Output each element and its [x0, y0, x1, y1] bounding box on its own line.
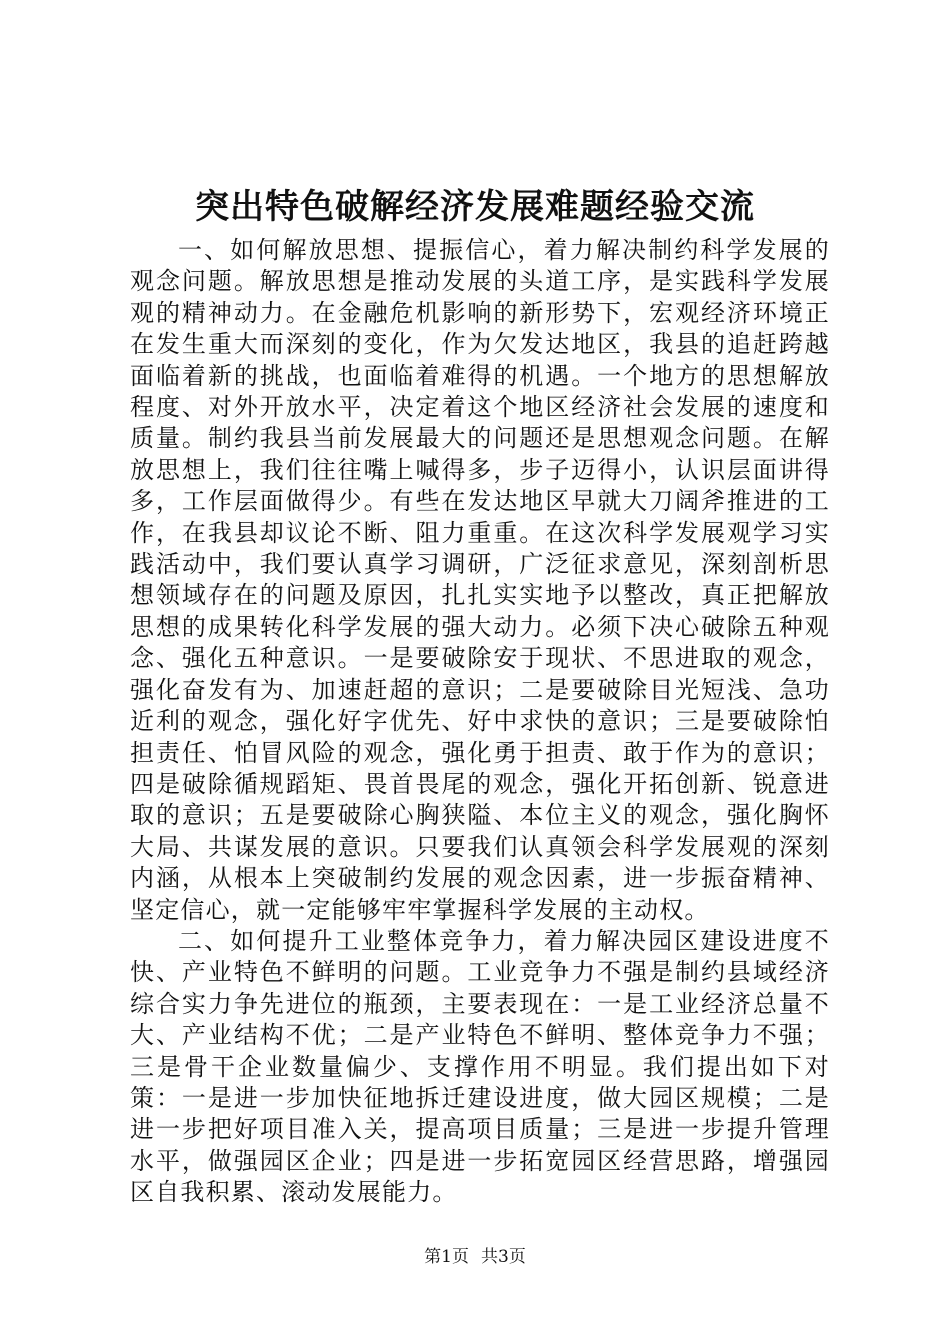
page-number: 第1页: [424, 1247, 469, 1267]
paragraph-2: 二、如何提升工业整体竞争力，着力解决园区建设进度不快、产业特色不鲜明的问题。工业竞争力不强是制约县域经济综合实力争先进位的瓶颈，主要表现在：一是工业经济总量不大、产业结构不优；二是产业特色不鲜明、整体竞争力不强；三是骨干企业数量偏少、支撑作用不明显。我们提出如下对策：一是进一步加快征地拆迁建设进度，做大园区规模；二是进一步把好项目准入关，提高项目质量；三是进一步提升管理水平，做强园区企业；四是进一步拓宽园区经营思路，增强园区自我积累、滚动发展能力。: [130, 926, 830, 1207]
document-body: [130, 235, 830, 1209]
paragraph-1: 一、如何解放思想、提振信心，着力解决制约科学发展的观念问题。解放思想是推动发展的头道工序，是实践科学发展观的精神动力。在金融危机影响的新形势下，宏观经济环境正在发生重大而深刻的变化，作为欠发达地区，我县的追赶跨越面临着新的挑战，也面临着难得的机遇。一个地方的思想解放程度、对外开放水平，决定着这个地区经济社会发展的速度和质量。制约我县当前发展最大的问题还是思想观念问题。在解放思想上，我们往往嘴上喊得多，步子迈得小，认识层面讲得多，工作层面做得少。有些在发达地区早就大刀阔斧推进的工作，在我县却议论不断、阻力重重。在这次科学发展观学习实践活动中，我们要认真学习调研，广泛征求意见，深刻剖析思想领域存在的问题及原因，扎扎实实地予以整改，真正把解放思想的成果转化科学发展的强大动力。必须下决心破除五种观念、强化五种意识。一是要破除安于现状、不思进取的观念，强化奋发有为、加速赶超的意识；二是要破除目光短浅、急功近利的观念，强化好字优先、好中求快的意识；三是要破除怕担责任、怕冒风险的观念，强化勇于担责、敢于作为的意识；四是破除循规蹈矩、畏首畏尾的观念，强化开拓创新、锐意进取的意识；五是要破除心胸狭隘、本位主义的观念，强化胸怀大局、共谋发展的意识。只要我们认真领会科学发展观的深刻内涵，从根本上突破制约发展的观念因素，进一步振奋精神、坚定信心，就一定能够牢牢掌握科学发展的主动权。: [130, 236, 830, 924]
page-footer: [0, 1245, 950, 1269]
document-title: 突出特色破解经济发展难题经验交流: [195, 187, 755, 227]
page-total: 共3页: [481, 1247, 526, 1267]
